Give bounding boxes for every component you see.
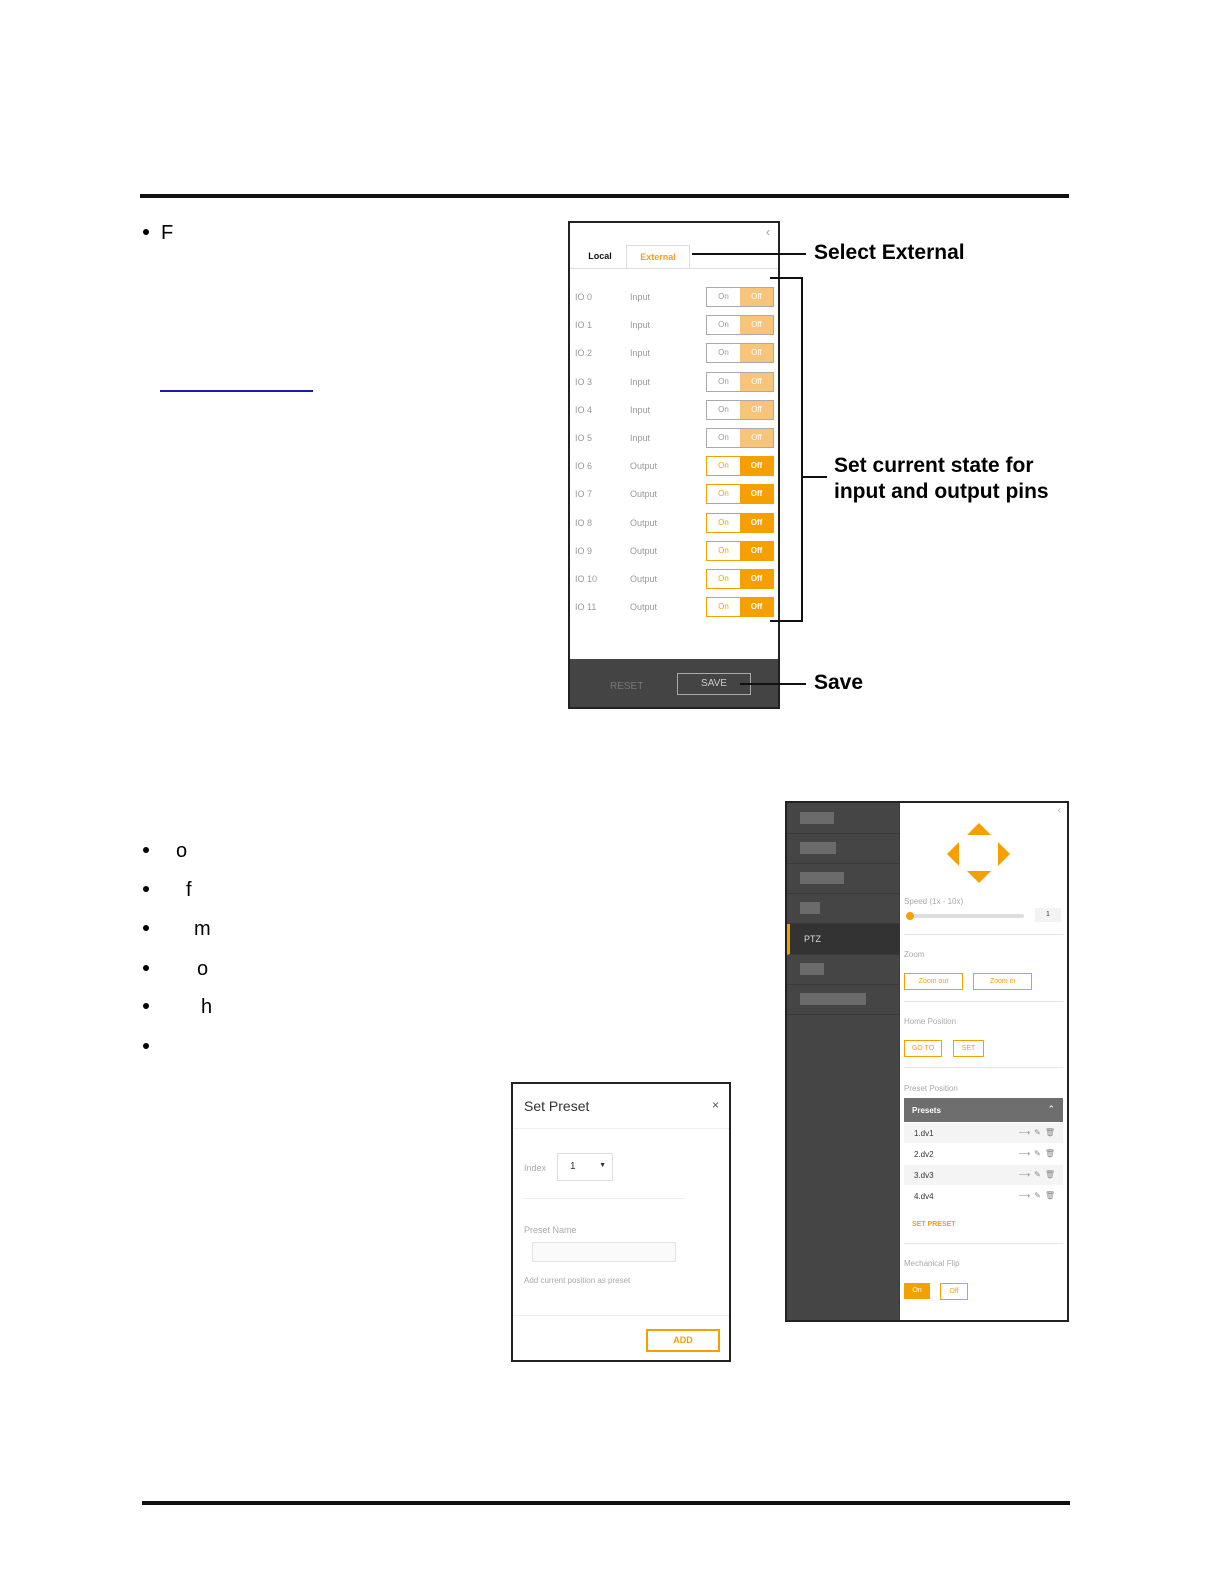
dialog-footer-divider [513,1315,729,1316]
sidebar-item-4[interactable] [787,893,899,924]
tab-external[interactable]: External [626,245,690,268]
io-name: IO 5 [575,433,593,443]
toggle-off[interactable]: Off [740,457,773,475]
ptz-main [900,803,1067,1320]
redacted-label [800,872,844,884]
toggle-off[interactable]: Off [740,288,773,306]
io-row [570,569,778,589]
arrow-left-icon[interactable] [947,842,959,866]
go-to-button[interactable]: GO TO [904,1040,942,1057]
sidebar-item-3[interactable] [787,863,899,894]
io-name: IO 8 [575,517,593,528]
preset-row[interactable] [904,1123,1063,1143]
chevron-left-icon[interactable]: ‹ [766,225,770,239]
toggle-off[interactable]: Off [740,485,773,503]
callout-line-external [692,253,806,255]
home-position-label: Home Position [904,1017,957,1026]
sidebar-item-6[interactable] [787,954,899,985]
bullet-3: m [143,918,211,941]
bracket-vertical [801,277,803,622]
preset-name: 4.dv4 [914,1192,934,1201]
preset-name: 3.dv3 [914,1171,934,1180]
io-toggle[interactable] [706,569,774,589]
toggle-off[interactable]: Off [740,373,773,391]
toggle-on[interactable]: On [707,457,740,475]
io-name: IO 1 [575,320,593,331]
presets-header-label: Presets [912,1106,941,1115]
io-name: IO 9 [575,545,593,556]
io-row [570,456,778,476]
redacted-label [800,812,834,824]
add-button[interactable]: ADD [646,1329,720,1352]
io-row [570,315,778,335]
io-toggle[interactable] [706,400,774,420]
mechanical-flip-label: Mechanical Flip [904,1259,960,1268]
callout-line-pins [803,476,827,478]
index-label: Index [524,1163,547,1173]
io-direction: Input [630,376,651,387]
divider [904,934,1063,935]
top-bullet: F [143,222,173,245]
bullet-5: h [143,996,212,1019]
io-direction: Input [630,433,651,443]
io-settings-panel [568,221,780,709]
tab-local[interactable]: Local [588,251,612,261]
arrow-up-icon[interactable] [967,823,991,835]
toggle-on[interactable]: On [707,570,740,588]
bracket-top [770,277,803,279]
hyperlink-underline[interactable] [160,390,313,392]
io-row [570,513,778,533]
bullet-4: o [143,958,208,981]
preset-actions-icons[interactable]: ⟶✎🗑 [1018,1191,1059,1200]
toggle-on[interactable]: On [707,485,740,503]
io-direction: Input [630,348,651,359]
divider [904,1243,1063,1244]
arrow-down-icon[interactable] [967,871,991,883]
zoom-out-button[interactable]: Zoom out [904,973,963,990]
toggle-on[interactable]: On [707,316,740,334]
io-direction: Output [630,461,658,472]
io-name: IO 3 [575,376,593,387]
io-name: IO 10 [575,574,598,584]
sidebar [787,803,899,1320]
presets-header[interactable] [904,1098,1063,1122]
preset-row[interactable] [904,1165,1063,1185]
sidebar-item-7[interactable] [787,984,899,1015]
toggle-on[interactable]: On [707,514,740,532]
toggle-on[interactable]: On [707,344,740,362]
io-toggle[interactable] [706,372,774,392]
arrow-right-icon[interactable] [998,842,1010,866]
preset-position-label: Preset Position [904,1084,958,1093]
sidebar-item-label: PTZ [804,934,821,944]
speed-value[interactable]: 1 [1035,908,1061,922]
toggle-off[interactable]: Off [740,598,773,616]
callout-select-external: Select External [814,241,965,264]
io-row [570,372,778,392]
flip-off-button[interactable]: Off [940,1283,968,1300]
io-toggle[interactable] [706,484,774,504]
callout-line-save [740,683,806,685]
save-button[interactable]: SAVE [677,673,751,695]
toggle-on[interactable]: On [707,598,740,616]
callout-set-state-line2: input and output pins [834,480,1049,503]
io-direction: Output [630,517,658,528]
io-direction: Output [630,602,658,613]
set-preset-link[interactable]: SET PRESET [912,1221,956,1228]
io-direction: Output [630,489,658,500]
callout-set-state [834,453,1049,505]
io-direction: Input [630,292,651,302]
bottom-rule [142,1501,1070,1505]
io-row [570,484,778,504]
io-toggle[interactable] [706,315,774,335]
redacted-label [800,993,866,1005]
sidebar-item-2[interactable] [787,833,899,864]
index-select[interactable] [557,1153,613,1181]
toggle-on[interactable]: On [707,542,740,560]
sidebar-item-ptz[interactable] [787,924,902,955]
divider [904,1001,1063,1002]
set-home-button[interactable]: SET [953,1040,984,1057]
zoom-in-button[interactable]: Zoom in [973,973,1032,990]
toggle-on[interactable]: On [707,288,740,306]
chevron-left-icon[interactable]: ‹ [1057,805,1061,816]
io-name: IO 6 [575,461,593,472]
top-rule [140,194,1069,198]
toggle-off[interactable]: Off [740,316,773,334]
callout-set-state-line1: Set current state for [834,454,1034,477]
callout-save: Save [814,671,864,694]
io-name: IO 0 [575,292,593,302]
redacted-label [800,963,824,975]
io-toggle[interactable] [706,343,774,363]
io-name: IO 11 [575,602,597,613]
bullet-1: o [143,840,187,863]
tab-divider [570,268,778,269]
preset-name: 2.dv2 [914,1150,934,1159]
preset-name: 1.dv1 [914,1129,934,1138]
preset-hint: Add current position as preset [524,1276,631,1285]
preset-row[interactable] [904,1186,1063,1206]
preset-row[interactable] [904,1144,1063,1164]
io-toggle[interactable] [706,597,774,617]
toggle-on[interactable]: On [707,401,740,419]
set-preset-dialog [511,1082,731,1362]
toggle-off[interactable]: Off [740,401,773,419]
redacted-label [800,842,836,854]
io-direction: Input [630,320,651,331]
preset-actions-icons[interactable]: ⟶✎🗑 [1018,1170,1059,1179]
io-toggle[interactable] [706,287,774,307]
io-row [570,597,778,617]
toggle-on[interactable]: On [707,373,740,391]
chevron-up-icon[interactable]: ⌃ [1047,1104,1055,1114]
io-direction: Input [630,404,651,415]
dialog-header-divider [513,1128,729,1129]
preset-name-input[interactable] [532,1242,676,1262]
preset-actions-icons[interactable]: ⟶✎🗑 [1018,1128,1059,1137]
sidebar-item-1[interactable] [787,803,899,834]
toggle-on[interactable]: On [707,429,740,447]
io-toggle[interactable] [706,428,774,448]
io-row [570,287,778,307]
divider [904,1067,1063,1068]
speed-label: Speed (1x - 10x) [904,897,964,906]
io-toggle[interactable] [706,456,774,476]
flip-on-button[interactable]: On [904,1283,930,1299]
io-row [570,541,778,561]
toggle-off[interactable]: Off [740,429,773,447]
io-row [570,343,778,363]
bullet-2: f [143,879,192,902]
io-name: IO 4 [575,404,593,415]
bullet-6 [143,1036,149,1059]
toggle-off[interactable]: Off [740,570,773,588]
toggle-off[interactable]: Off [740,514,773,532]
preset-actions-icons[interactable]: ⟶✎🗑 [1018,1149,1059,1158]
speed-slider-knob[interactable] [906,912,914,920]
speed-slider[interactable] [906,914,1024,918]
io-toggle[interactable] [706,541,774,561]
toggle-off[interactable]: Off [740,542,773,560]
io-toggle[interactable] [706,513,774,533]
io-direction: Output [630,545,658,556]
toggle-off[interactable]: Off [740,344,773,362]
ptz-panel [785,801,1069,1322]
redacted-label [800,902,820,914]
close-icon[interactable]: × [711,1098,719,1112]
dialog-divider [523,1198,684,1199]
preset-name-label: Preset Name [524,1225,577,1235]
bracket-bottom [770,620,803,622]
io-row [570,400,778,420]
dialog-title: Set Preset [524,1098,590,1114]
io-name: IO 7 [575,489,593,500]
reset-button[interactable]: RESET [610,681,644,692]
io-row [570,428,778,448]
caret-down-icon: ▼ [599,1162,606,1169]
io-direction: Output [630,574,658,584]
io-name: IO 2 [575,348,593,359]
index-select-value: 1 [570,1161,576,1172]
zoom-label: Zoom [904,950,925,959]
